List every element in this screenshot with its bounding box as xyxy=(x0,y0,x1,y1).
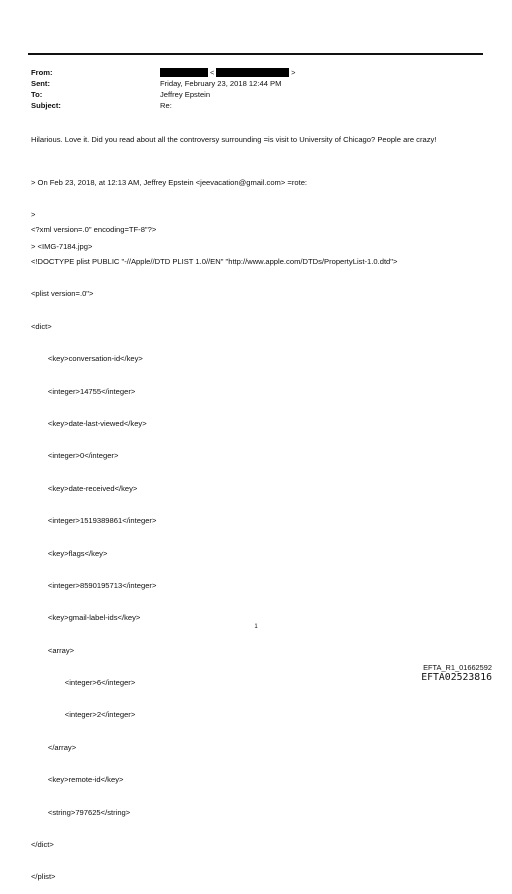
page-number: 1 xyxy=(254,624,258,630)
xml-line: <integer>6</integer> xyxy=(31,678,136,688)
plist-xml xyxy=(31,203,397,894)
to-row xyxy=(31,89,481,100)
xml-line: <!DOCTYPE plist PUBLIC "-//Apple//DTD PLIST 1.0//EN" "http://www.apple.com/DTDs/PropertyList-1.0.dtd"> xyxy=(31,256,398,266)
xml-line: <key>remote-id</key> xyxy=(31,775,124,785)
to-label: To: xyxy=(31,90,43,99)
redaction-block xyxy=(160,68,208,77)
from-label: From: xyxy=(31,68,53,77)
sent-value: Friday, February 23, 2018 12:44 PM xyxy=(160,79,282,88)
xml-line: <integer>8590195713</integer> xyxy=(31,580,157,590)
xml-line: <key>date-received</key> xyxy=(31,483,138,493)
xml-line: </plist> xyxy=(31,872,56,882)
quote-line: > <IMG-7184.jpg> xyxy=(31,242,93,252)
from-bracket-close: > xyxy=(291,68,296,77)
from-bracket-open: < xyxy=(210,68,215,77)
xml-line: <key>gmail-label-ids</key> xyxy=(31,613,141,623)
xml-line: </dict> xyxy=(31,840,54,850)
xml-line: <integer>0</integer> xyxy=(31,451,119,461)
email-header xyxy=(31,67,481,111)
sent-label: Sent: xyxy=(31,79,50,88)
subject-label: Subject: xyxy=(31,101,61,110)
message-text: Hilarious. Love it. Did you read about all the controversy surrounding =is visit to University of Chicago? People are crazy! xyxy=(31,135,437,144)
sent-row xyxy=(31,78,481,89)
xml-line: <string>797625</string> xyxy=(31,807,131,817)
subject-row xyxy=(31,100,481,111)
xml-line: <integer>2</integer> xyxy=(31,710,136,720)
xml-line: <?xml version=.0" encoding=TF-8"?> xyxy=(31,224,157,234)
quote-line: > On Feb 23, 2018, at 12:13 AM, Jeffrey Epstein <jeevacation@gmail.com> =rote: xyxy=(31,177,308,187)
subject-value: Re: xyxy=(160,101,172,110)
header-top-rule xyxy=(28,53,483,55)
xml-line: <plist version=.0"> xyxy=(31,289,94,299)
from-value xyxy=(160,67,295,78)
xml-line: <array> xyxy=(31,645,75,655)
xml-line: <integer>14755</integer> xyxy=(31,386,136,396)
xml-line: <key>date-last-viewed</key> xyxy=(31,418,147,428)
xml-line: </array> xyxy=(31,742,77,752)
xml-line: <integer>1519389861</integer> xyxy=(31,516,157,526)
to-value: Jeffrey Epstein xyxy=(160,90,211,99)
xml-line: <dict> xyxy=(31,321,52,331)
quote-line: > xyxy=(31,209,36,219)
redaction-block xyxy=(216,68,289,77)
xml-line: <key>flags</key> xyxy=(31,548,108,558)
from-row xyxy=(31,67,481,78)
bates-number-large: EFTA02523816 xyxy=(421,672,492,683)
xml-line: <key>conversation-id</key> xyxy=(31,354,143,364)
bates-number-small: EFTA_R1_01662592 xyxy=(423,663,492,672)
